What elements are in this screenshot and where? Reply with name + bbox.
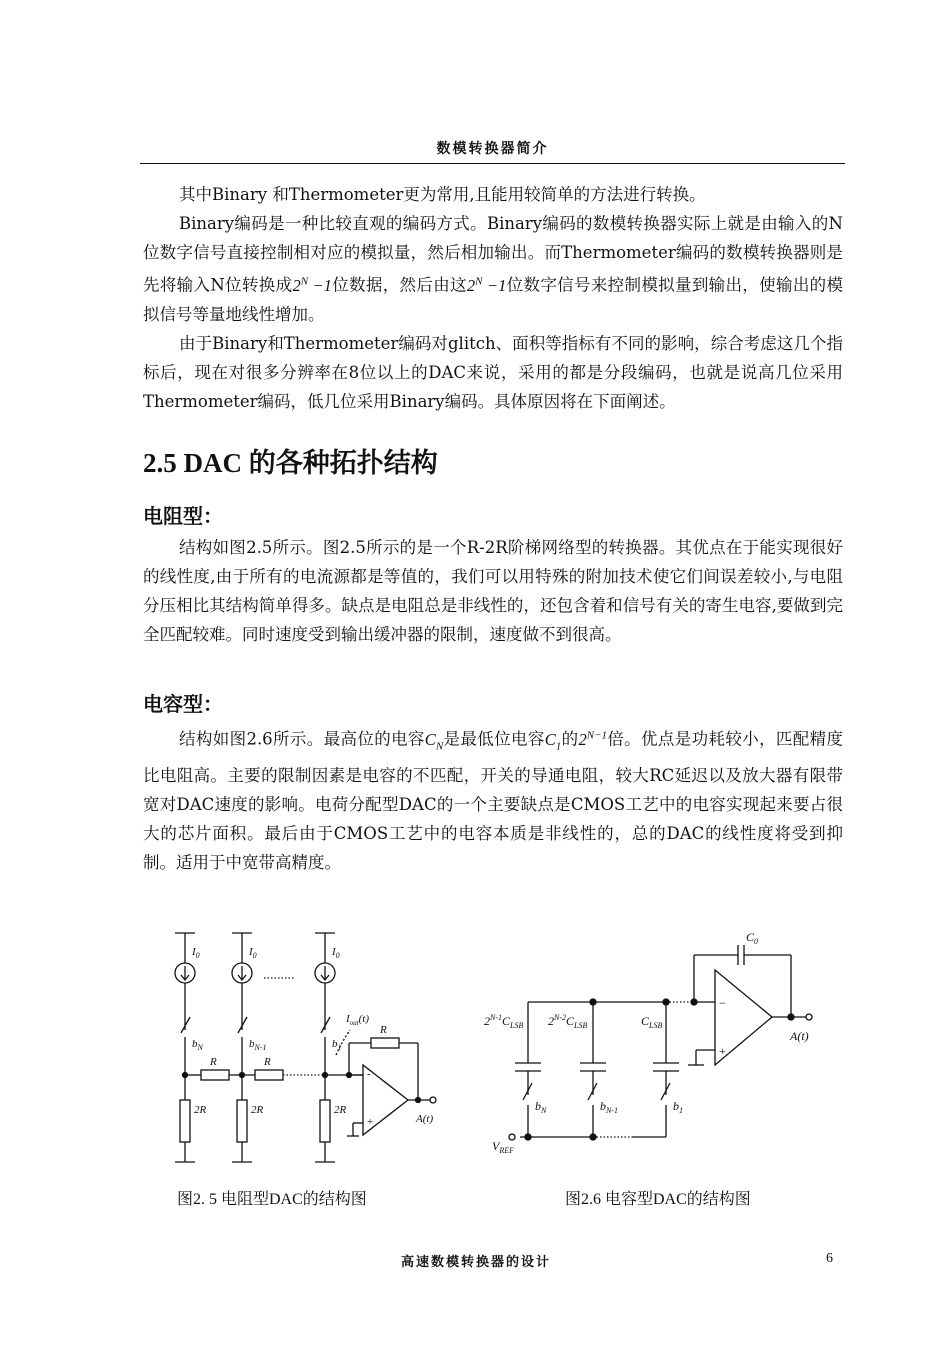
svg-text:-: - — [367, 1068, 371, 1080]
svg-text:b1: $b_1$ — [673, 1099, 683, 1115]
formula-CN: $C_N$ — [424, 729, 444, 752]
svg-text:2R: 2R — [194, 1104, 207, 1116]
svg-text:2N-2CLSB: $2^{N-2}C_{LSB}$ — [548, 1013, 588, 1030]
svg-text:+: + — [367, 1116, 374, 1128]
svg-text:A(t): A(t) — [790, 1029, 809, 1043]
svg-text:R: R — [380, 1024, 387, 1036]
resistor-heading: 电阻型： — [143, 504, 223, 528]
svg-text:R: R — [210, 1056, 217, 1068]
figure-capacitor-dac — [478, 925, 818, 1170]
svg-text:2N-1CLSB: $2^{N-1}C_{LSB}$ — [484, 1013, 524, 1030]
header-rule — [140, 163, 845, 164]
svg-text:I0: $I_0$ — [192, 946, 200, 960]
paragraph-capacitor: 结构如图2.6所示。最高位的电容$C_N$是最低位电容$C_1$的$2^{N-1}$倍。优点是功耗较小，匹配精度比电阻高。主要的限制因素是电容的不匹配，开关的导通电阻，较大RC延迟以及放大器有限带宽对DAC速度的影响。电荷分配型DAC的一个主要缺点是CMOS工艺中的电容实现起来要占很大的芯片面积。最后由于CMOS工艺中的电容本质是非线性的，总的DAC的线性度将受到抑制。适用于中宽带高精度。 — [143, 729, 844, 872]
svg-text:CLSB: $C_{LSB}$ — [641, 1014, 663, 1030]
figure-resistor-dac — [168, 925, 448, 1170]
running-footer: 高速数模转换器的设计 — [400, 1255, 551, 1270]
figure-caption-resistor: 图2. 5 电阻型DAC的结构图 — [177, 1191, 367, 1208]
page-number: 6 — [826, 1251, 833, 1266]
svg-text:b1: $b_1$ — [332, 1038, 342, 1052]
section-heading: 2.5 DAC 的各种拓扑结构 — [143, 448, 438, 478]
formula-2N-1: $2^{N-1}$ — [578, 729, 607, 749]
svg-text:I0: $I_0$ — [249, 946, 257, 960]
svg-text:A(t): A(t) — [416, 1113, 434, 1125]
formula-2N: $2^N -1$ — [466, 275, 507, 295]
resistor-section — [143, 533, 843, 649]
capacitor-heading: 电容型： — [143, 692, 223, 716]
formula-2N: $2^N -1$ — [292, 275, 332, 295]
svg-text:Iout(t): $I_{out}(t)$ — [346, 1013, 370, 1027]
paragraph-intro-2: Binary编码是一种比较直观的编码方式。Binary编码的数模转换器实际上就是由输入的N位数字信号直接控制相对应的模拟量，然后相加输出。而Thermometer编码的数模转换器则是先将输入N位转换成$2^N -1$位数据，然后由这$2^N -1$位数字信号来控制模拟量到输出，使输出的模拟信号等量地线性增加。 — [143, 214, 844, 324]
running-header: 数模转换器简介 — [436, 141, 549, 157]
capacitor-section — [143, 721, 843, 877]
paragraph-intro-1: 其中Binary 和Thermometer更为常用,且能用较简单的方法进行转换。 — [179, 185, 706, 204]
svg-text:2R: 2R — [334, 1104, 347, 1116]
formula-C1: $C_1$ — [544, 729, 562, 752]
svg-text:2R: 2R — [251, 1104, 264, 1116]
svg-text:I0: $I_0$ — [332, 946, 340, 960]
svg-text:VREF: $V_{REF}$ — [492, 1139, 515, 1155]
paragraph-resistor: 结构如图2.5所示。图2.5所示的是一个R-2R阶梯网络型的转换器。其优点在于能实现很好的线性度,由于所有的电流源都是等值的，我们可以用特殊的附加技术使它们间误差较小,与电阻分压相比其结构简单得多。缺点是电阻总是非线性的，还包含着和信号有关的寄生电容,要做到完全匹配较难。同时速度受到输出缓冲器的限制，速度做不到很高。 — [143, 538, 843, 644]
svg-text:bN-1: $b_{N-1}$ — [600, 1099, 618, 1115]
intro-paragraphs — [143, 180, 843, 416]
svg-text:+: + — [719, 1044, 726, 1058]
svg-text:bN: $b_N$ — [535, 1099, 547, 1115]
svg-text:bN: $b_N$ — [192, 1038, 203, 1052]
svg-text:bN-1: $b_{N-1}$ — [249, 1038, 267, 1052]
figure-caption-capacitor: 图2.6 电容型DAC的结构图 — [565, 1191, 751, 1208]
svg-text:R: R — [264, 1056, 271, 1068]
svg-text:−: − — [719, 996, 726, 1010]
svg-text:C0: $C_0$ — [746, 930, 759, 946]
paragraph-intro-3: 由于Binary和Thermometer编码对glitch、面积等指标有不同的影响，综合考虑这几个指标后，现在对很多分辨率在8位以上的DAC来说，采用的都是分段编码，也就是说高几位采用Thermometer编码，低几位采用Binary编码。具体原因将在下面阐述。 — [143, 333, 843, 411]
